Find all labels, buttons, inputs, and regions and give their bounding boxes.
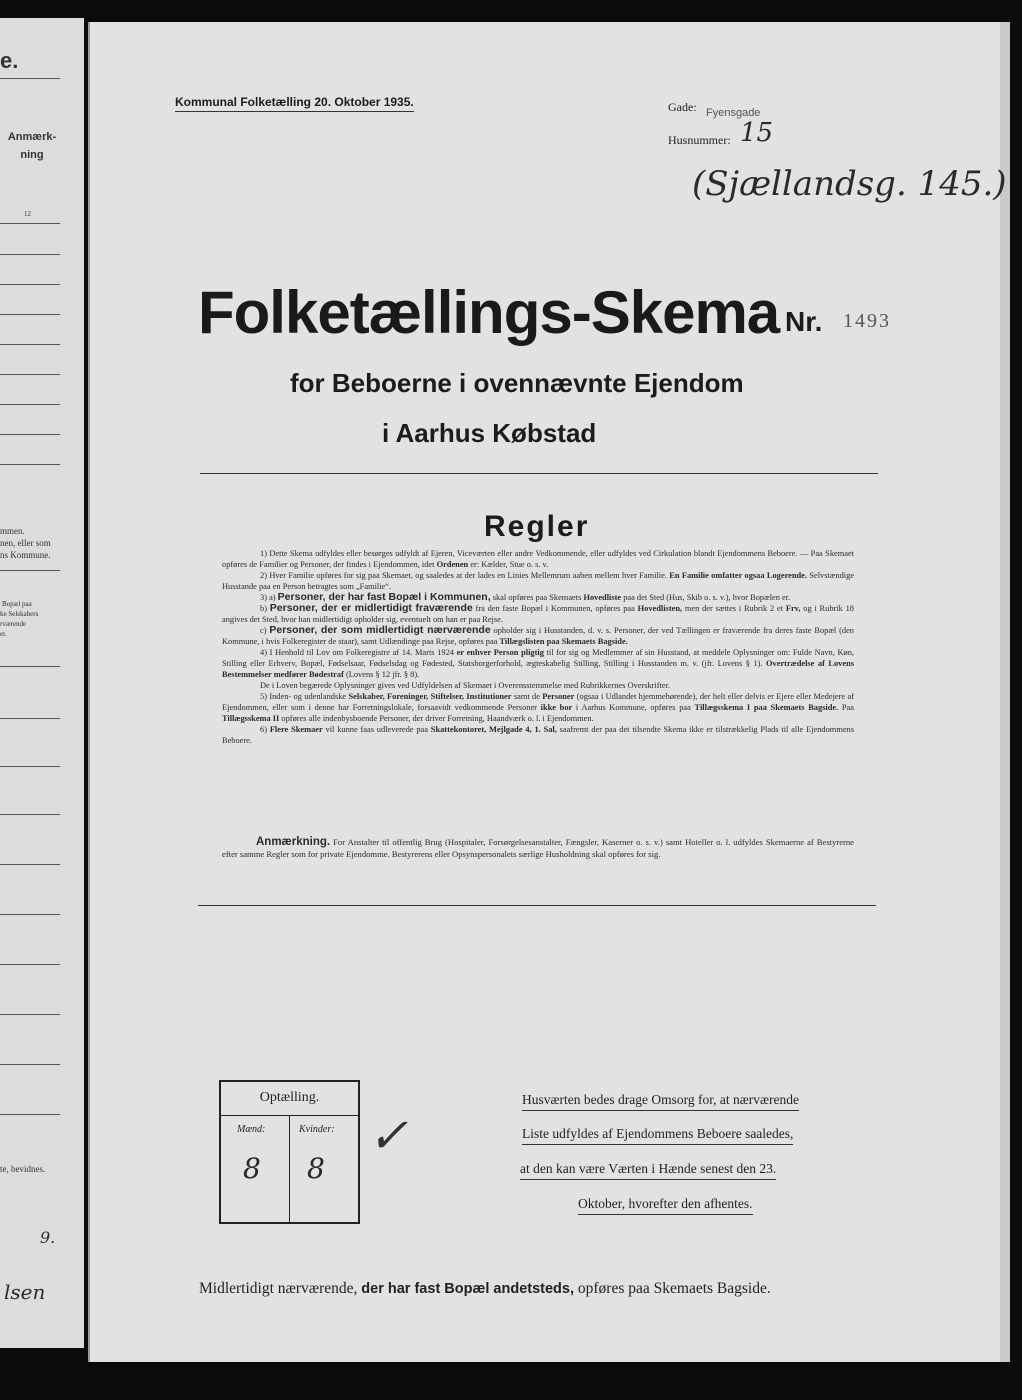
left-page-title-fragment: e. [0,48,19,73]
count-box-title: Optælling. [259,1090,320,1105]
left-facing-page [0,18,84,1348]
rule-5: 5) Inden- og udenlandske Selskaber, Foreninger, Stiftelser, Institutioner samt de Personer (ogsaa i Udlandet hjemmehørende), der helt eller delvis er Ejere eller Medejere af Ejendommen, eller som i denne har Forretningslokale, forsaavidt vedkommende Personer ikke bor i Aarhus Kommune, opføres paa Tillægsskema I paa Skemaets Bagside. Paa Tillægsskema II opføres alle indenbysboende Personer, der driver Forretning, Haandværk o. l. i Ejendommen. [222,692,854,723]
women-count: 8 [307,1152,325,1185]
footer-part-2: der har fast Bopæl andetsteds, [361,1281,575,1297]
rule-4-continued: De i Loven begærede Oplysninger gives ved Udfyldelsen af Skemaet i Overensstemmelse med Rubrikkernes Overskrifter. [260,681,671,690]
form-subtitle-2: i Aarhus Købstad [382,418,597,448]
footer-part-3: opføres paa Skemaets Bagside. [574,1280,771,1297]
title-divider [200,473,878,474]
husnummer-label: Husnummer: [668,133,731,147]
men-count: 8 [243,1152,261,1185]
left-page-handwriting-1: 9. [40,1228,56,1247]
instruction-line-3: at den kan være Værten i Hænde senest den 23. [520,1161,776,1180]
instruction-line-1: Husværten bedes drage Omsorg for, at nærværende [522,1092,799,1111]
annotation-label: Anmærkning. [256,836,331,848]
rule-6: 6) Flere Skemaer vil kunne faas udleverede paa Skattekontoret, Mejlgade 4, 1. Sal, saafremt der paa det tilsendte Skema ikke er tilstrækkelig Plads til alle Ejendommens Beboere. [222,725,854,745]
left-page-handwriting-2: lsen [4,1280,46,1304]
form-subtitle-1: for Beboerne i ovennævnte Ejendom [290,368,744,398]
left-page-footer: te, bevidnes. [0,1164,46,1174]
rule-1: 1) Dette Skema udfyldes eller besørges udfyldt af Ejeren, Viceværten eller andre Vedkommende, eller udfyldes ved Cirkulation blandt Ejendommens Beboere. — Paa Skemaet opføres de Familier og Personer, der findes i Ejendommen, idet Ordenen er: Kælder, Stue o. s. v. [222,549,854,569]
rule-3b: b) Personer, der er midlertidigt fraværende fra den faste Bopæl i Kommunen, opføres paa Hovedlisten, men der sættes i Rubrik 2 et Frv, og i Rubrik 18 angives det Sted, hvor han midlertidigt opholder sig, eventuelt om han er paa Rejse. [222,602,854,624]
form-nr-label: Nr. [785,306,823,337]
footer-text [199,1280,771,1298]
census-line: Kommunal Folketælling 20. Oktober 1935. [175,95,414,112]
check-mark-icon: ✓ [368,1108,409,1164]
note-divider [198,905,876,906]
men-label: Mænd: [237,1124,266,1135]
gade-value: Fyensgade [706,107,761,119]
left-page-note-4: Bopæl paa [2,600,32,608]
rule-3a: 3) a) Personer, der har fast Bopæl i Kommunen, skal opføres paa Skemaets Hovedliste paa det Sted (Hus, Skib o. s. v.), hvor Bopælen er. [260,591,791,603]
left-page-note-6: rværende [0,620,27,628]
annotation-text: For Anstalter til offentlig Brug (Hospitaler, Forsørgelsesanstalter, Fængsler, Kaserner o. s. v.) samt Hoteller o. l. udfyldes Skemaerne af Bestyrerne efter samme Regler som for private Ejendomme. Bestyrerens eller Opsynspersonalets særlige Husholdning skal opføres for sig. [222,837,855,859]
instruction-line-2: Liste udfyldes af Ejendommens Beboere saaledes, [522,1126,793,1145]
left-page-note-7: et. [0,630,7,638]
form-title: Folketællings-Skema [198,279,780,346]
left-page-note-2: nen, eller som [0,538,51,548]
left-page-note-3: ns Kommune. [0,550,51,560]
rules-heading: Regler [484,510,590,543]
handwritten-address-note: (Sjællandsg. 145.) [692,164,1007,204]
annotation-block [222,836,854,860]
gade-label: Gade: [668,100,697,114]
count-box [219,1080,360,1224]
women-label: Kvinder: [299,1124,335,1135]
rules-text [222,548,854,746]
left-page-note-5: ke Selskabers [0,610,39,618]
rule-4: 4) I Henhold til Lov om Folkeregistre af 14. Marts 1924 er enhver Person pligtig til for sig og Medlemmer af sin Husstand, at meddele Oplysninger om: Fulde Navn, Køn, Stilling eller Erhverv, Bopæl, Fødselsaar, Fødselsdag og Fødested, Statsborgerforhold, ægteskabelig Stilling, Stilling i Husstanden m. v. (jfr. Lovens § 1). Overtrædelse af Lovens Bestemmelser medfører Bødestraf (Lovens § 12 jfr. § 8). [222,648,855,679]
form-nr-value: 1493 [843,310,891,332]
husnummer-value: 15 [740,118,774,148]
page-edge [1000,22,1010,1362]
left-page-column-number: 12 [24,210,31,218]
rule-3c: c) Personer, der som midlertidigt nærværende opholder sig i Husstanden, d. v. s. Personer, der ved Tællingen er fraværende fra deres faste Bopæl (den Kommune, i hvis Folkeregister de staar), samt Udlændinge paa Rejse, opføres paa Tillægslisten paa Skemaets Bagside. [222,624,854,646]
footer-part-1: Midlertidigt nærværende, [199,1280,362,1297]
rule-2: 2) Hver Familie opføres for sig paa Skemaet, og saaledes at der lades en Linies Mellemrum aaben mellem hver Familie. En Familie omfatter ogsaa Logerende. Selvstændige Husstande paa en Person betragtes som „Familie“. [222,571,854,591]
left-page-note-1: mmen. [0,526,25,536]
left-page-column-header: Anmærk- ning [7,131,57,161]
instruction-line-4: Oktober, hvorefter den afhentes. [578,1196,753,1215]
